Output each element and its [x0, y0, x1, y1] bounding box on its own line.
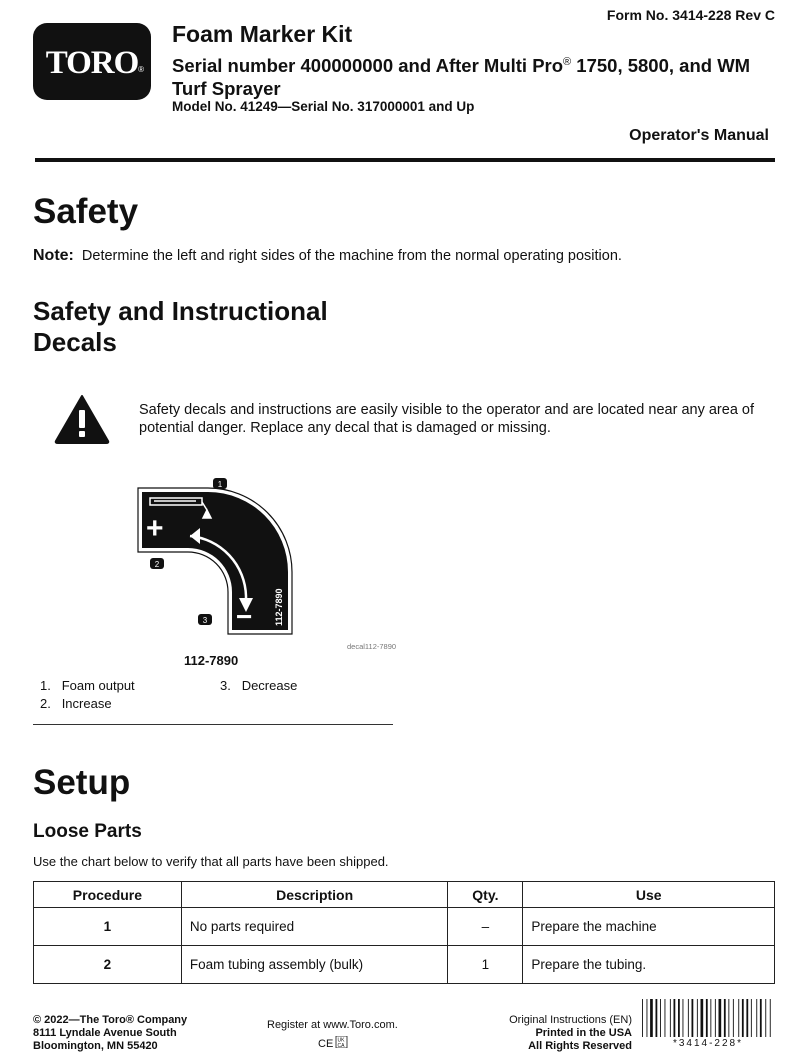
decal-part-number: 112-7890: [184, 653, 239, 668]
barcode-image: [641, 999, 775, 1037]
procedure-cell: 1: [34, 908, 182, 946]
legend-number: 3.: [220, 678, 231, 693]
toro-logo: [33, 23, 151, 100]
callout-2: [150, 558, 164, 569]
legend-item-3: [220, 678, 297, 693]
logo-registered-mark: ®: [138, 65, 144, 74]
callout-2-text: 2: [154, 560, 160, 569]
legend-number: 1.: [40, 678, 51, 693]
logo-text: TORO: [45, 45, 139, 81]
footer-origin: [509, 1014, 632, 1053]
safety-heading: Safety: [33, 192, 139, 231]
subtitle-part-b: 1750, 5800, and WM Turf Sprayer: [172, 55, 751, 100]
document-title: Foam Marker Kit: [172, 21, 353, 47]
minus-symbol: −: [236, 601, 253, 632]
warning-text: Safety decals and instructions are easily visible to the operator and are located near any area of potential danger. Replace any decal that is damaged or missing.: [139, 402, 755, 436]
footer-copyright: © 2022—The Toro® Company: [33, 1014, 188, 1026]
footer-original: Original Instructions (EN): [509, 1014, 632, 1026]
description-cell: Foam tubing assembly (bulk): [181, 946, 448, 984]
decals-heading: [33, 296, 328, 358]
loose-parts-intro: Use the chart below to verify that all parts have been shipped.: [33, 854, 389, 869]
footer-address-2: Bloomington, MN 55420: [33, 1040, 158, 1052]
legend-label: Increase: [61, 696, 112, 711]
table-header-row: [34, 882, 775, 908]
decal-file-name: decal112-7890: [347, 642, 397, 651]
legend-item-2: [40, 696, 112, 711]
footer-rights: All Rights Reserved: [528, 1040, 632, 1052]
use-cell: Prepare the machine: [523, 908, 775, 946]
procedure-cell: 2: [34, 946, 182, 984]
form-number: Form No. 3414-228 Rev C: [606, 7, 775, 23]
footer-register: Register at www.Toro.com.: [267, 1019, 398, 1031]
table-row: [34, 946, 775, 984]
manual-type: Operator's Manual: [629, 127, 769, 144]
use-cell: Prepare the tubing.: [523, 946, 775, 984]
column-header-qty: Qty.: [448, 882, 523, 908]
table-row: [34, 908, 775, 946]
ce-ukca-marks-icon: [318, 1036, 348, 1048]
subtitle-registered-mark: ®: [563, 56, 572, 68]
callout-1: [213, 478, 227, 489]
legend-label: Foam output: [61, 678, 135, 693]
footer-company: [33, 1014, 187, 1053]
qty-cell: 1: [448, 946, 523, 984]
plus-symbol: +: [146, 512, 164, 545]
legend-label: Decrease: [241, 678, 298, 693]
callout-3: [198, 614, 212, 625]
footer-address-1: 8111 Lyndale Avenue South: [33, 1027, 177, 1039]
callout-1-text: 1: [217, 480, 223, 489]
legend-number: 2.: [40, 696, 51, 711]
note-label: Note:: [33, 247, 74, 264]
header-divider: [35, 158, 775, 162]
decal-part-label: 112-7890: [274, 588, 284, 626]
decal-divider: [33, 724, 393, 725]
barcode-text: *3414-228*: [672, 1038, 744, 1049]
column-header-procedure: Procedure: [34, 882, 182, 908]
footer-printed: Printed in the USA: [535, 1027, 632, 1039]
note-text: Determine the left and right sides of the machine from the normal operating position.: [81, 248, 622, 264]
decals-heading-line1: Safety and Instructional: [33, 296, 328, 326]
decal-illustration: [130, 474, 300, 640]
callout-3-text: 3: [202, 616, 208, 625]
document-subtitle: [172, 51, 772, 100]
warning-triangle-icon: [54, 394, 110, 444]
loose-parts-heading: Loose Parts: [33, 821, 142, 842]
setup-heading: Setup: [33, 763, 131, 802]
svg-text:CA: CA: [337, 1043, 345, 1048]
safety-note: [33, 247, 622, 265]
column-header-use: Use: [523, 882, 775, 908]
description-cell: No parts required: [181, 908, 448, 946]
qty-cell: –: [448, 908, 523, 946]
subtitle-part-a: Serial number 400000000 and After Multi Pro: [172, 55, 564, 77]
legend-item-1: [40, 678, 135, 693]
column-header-description: Description: [181, 882, 448, 908]
decals-heading-line2: Decals: [33, 327, 117, 357]
model-line: Model No. 41249—Serial No. 317000001 and Up: [172, 99, 475, 114]
svg-text:UK: UK: [337, 1037, 345, 1044]
svg-text:CE: CE: [318, 1038, 334, 1048]
loose-parts-table: [33, 881, 775, 984]
